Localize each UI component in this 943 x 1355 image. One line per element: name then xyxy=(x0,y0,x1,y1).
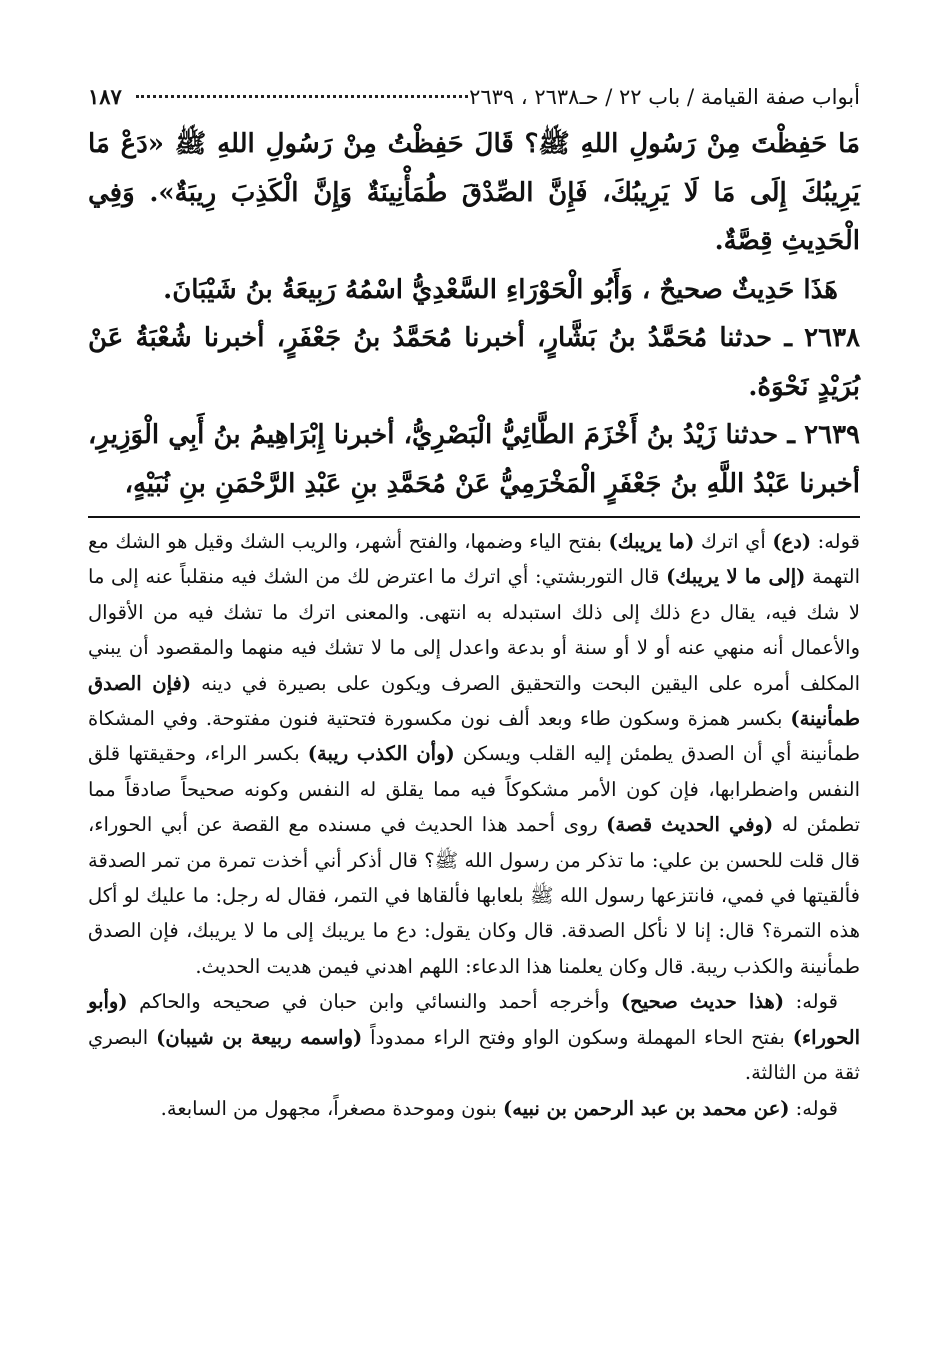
commentary-quote: (ما يريبك) xyxy=(608,530,695,553)
hadith-paragraph-1: مَا حَفِظْتَ مِنْ رَسُولِ اللهِ ﷺ؟ قَالَ حَفِظْتُ مِنْ رَسُولِ اللهِ ﷺ «دَعْ مَا يَرِيبُكَ إِلَى مَا لَا يَرِيبُكَ، فَإِنَّ الصِّدْقَ طُمَأْنِينَةٌ وَإِنَّ الْكَذِبَ رِيبَةٌ». وَفِي الْحَدِيثِ قِصَّةٌ. xyxy=(88,129,860,256)
commentary-text: بفتح الحاء المهملة وسكون الواو وفتح الراء ممدوداً xyxy=(362,1025,793,1049)
commentary-text: أي اترك xyxy=(694,530,773,553)
commentary-quote: (وأن الكذب ريبة) xyxy=(307,742,455,766)
commentary-quote: (واسمه ربيعة بن شيبان) xyxy=(156,1025,363,1049)
hadith-2639 xyxy=(88,411,860,508)
hadith-grading-paragraph: هَذَا حَدِيثٌ صحيحٌ ، وَأَبُو الْحَوْرَاءِ السَّعْدِيُّ اسْمُهُ رَبِيعَةُ بنُ شَيْبَانَ. xyxy=(163,274,838,305)
commentary xyxy=(88,524,860,1126)
commentary-paragraph-1 xyxy=(88,524,860,984)
commentary-text: بفتح الياء وضمها، والفتح أشهر، والريب الشك وقيل هو الشك مع التهمة xyxy=(88,530,860,589)
commentary-quote: (عن محمد بن عبد الرحمن بن نبيه) xyxy=(502,1096,790,1120)
commentary-text: البصري ثقة من الثالثة. xyxy=(88,1025,860,1085)
commentary-text: وأخرجه أحمد والنسائي وابن حبان في صحيحه والحاكم xyxy=(127,990,621,1014)
running-header xyxy=(88,82,860,116)
page-number: ١٨٧ xyxy=(88,84,122,109)
commentary-quote: (وفي الحديث قصة) xyxy=(606,813,774,837)
commentary-text: بنون وموحدة مصغراً، مجهول من السابعة. xyxy=(160,1096,503,1120)
commentary-text: بكسر همزة وسكون طاء وبعد ألف نون مكسورة فتحتية فنون مفتوحة. وفي المشكاة طمأنينة أي أن الصدق يطمئن إليه القلب ويسكن xyxy=(88,707,860,766)
header-dotted-leader xyxy=(136,95,468,98)
commentary-quote: (إلى ما لا يريبك) xyxy=(666,565,806,589)
commentary-text: بكسر الراء، وحقيقتها قلق النفس واضطرابها، فإن كون الأمر مشكوكاً فيه مما يقلق له النفس وكونه صحيحاً صادقاً مما تطمئن له xyxy=(88,742,861,837)
hadith-text xyxy=(88,120,860,508)
running-header-title: أبواب صفة القيامة / باب ٢٢ / حـ٢٦٣٨ ، ٢٦٣٩ xyxy=(469,85,860,109)
commentary-text: قال التوربشتي: أي اترك ما اعترض لك من الشك فيه منقلباً عنه إلى ما لا شك فيه، يقال دع ذلك إلى ذلك استبدله به انتهى. والمعنى اترك ما تشك فيه من الأقوال والأعمال أنه منهي عنه أو لا أو سنة أو بدعة واعدل إلى ما لا تشك فيه منهما والمقصود أن يبني المكلف أمره على اليقين البحت والتحقيق الصرف ويكون على بصيرة في دينه xyxy=(88,565,861,695)
page xyxy=(88,82,860,1126)
footnote-separator-rule xyxy=(88,516,860,518)
hadith-2639-text: حدثنا زَيْدُ بنُ أَخْزَمَ الطَّائِيُّ الْبَصْرِيُّ، أخبرنا إِبْرَاهِيمُ بنُ أَبِي الْوَزِيرِ، أخبرنا عَبْدُ اللَّهِ بنُ جَعْفَرٍ الْمَخْرَمِيُّ عَنْ مُحَمَّدِ بنِ عَبْدِ الرَّحْمَنِ بنِ نُبَيْهٍ، xyxy=(88,420,860,499)
commentary-paragraph-3 xyxy=(88,1091,860,1126)
commentary-quote: (دع) xyxy=(772,530,812,553)
commentary-quote: (وأبو الحوراء) xyxy=(88,990,861,1049)
commentary-quote: (هذا حديث صحيح) xyxy=(620,990,785,1014)
hadith-2638-text: حدثنا مُحَمَّدُ بنُ بَشَّارٍ، أخبرنا مُحَمَّدُ بنُ جَعْفَرٍ، أخبرنا شُعْبَةُ عَنْ بُرَيْدٍ نَحْوَهُ. xyxy=(88,323,860,402)
commentary-text: روى أحمد هذا الحديث في مسنده مع القصة عن أبي الحوراء، قال قلت للحسن بن علي: ما تذكر من رسول الله ﷺ؟ قال أذكر أني أخذت تمرة من تمر الصدقة فألقيتها في فمي، فانتزعها رسول الله ﷺ بلعابها فألقاها في التمر، فقال له رجل: ما عليك لو أكل هذه التمرة؟ قال: إنا لا نأكل الصدقة. قال وكان يقول: دع ما يريبك إلى ما لا يريبك، فإن الصدق طمأنينة والكذب ريبة. قال وكان يعلمنا هذا الدعاء: اللهم اهدني فيمن هديت الحديث. xyxy=(88,813,860,978)
hadith-number-2638: ٢٦٣٨ ـ xyxy=(784,323,860,353)
commentary-text: قوله: xyxy=(789,1096,838,1120)
commentary-text: قوله: xyxy=(784,990,838,1014)
commentary-paragraph-2 xyxy=(88,984,860,1090)
hadith-number-2639: ٢٦٣٩ ـ xyxy=(787,420,860,450)
commentary-quote: (فإن الصدق طمأنينة) xyxy=(88,671,860,731)
commentary-text: قوله: xyxy=(811,530,861,553)
hadith-2638 xyxy=(88,314,860,411)
